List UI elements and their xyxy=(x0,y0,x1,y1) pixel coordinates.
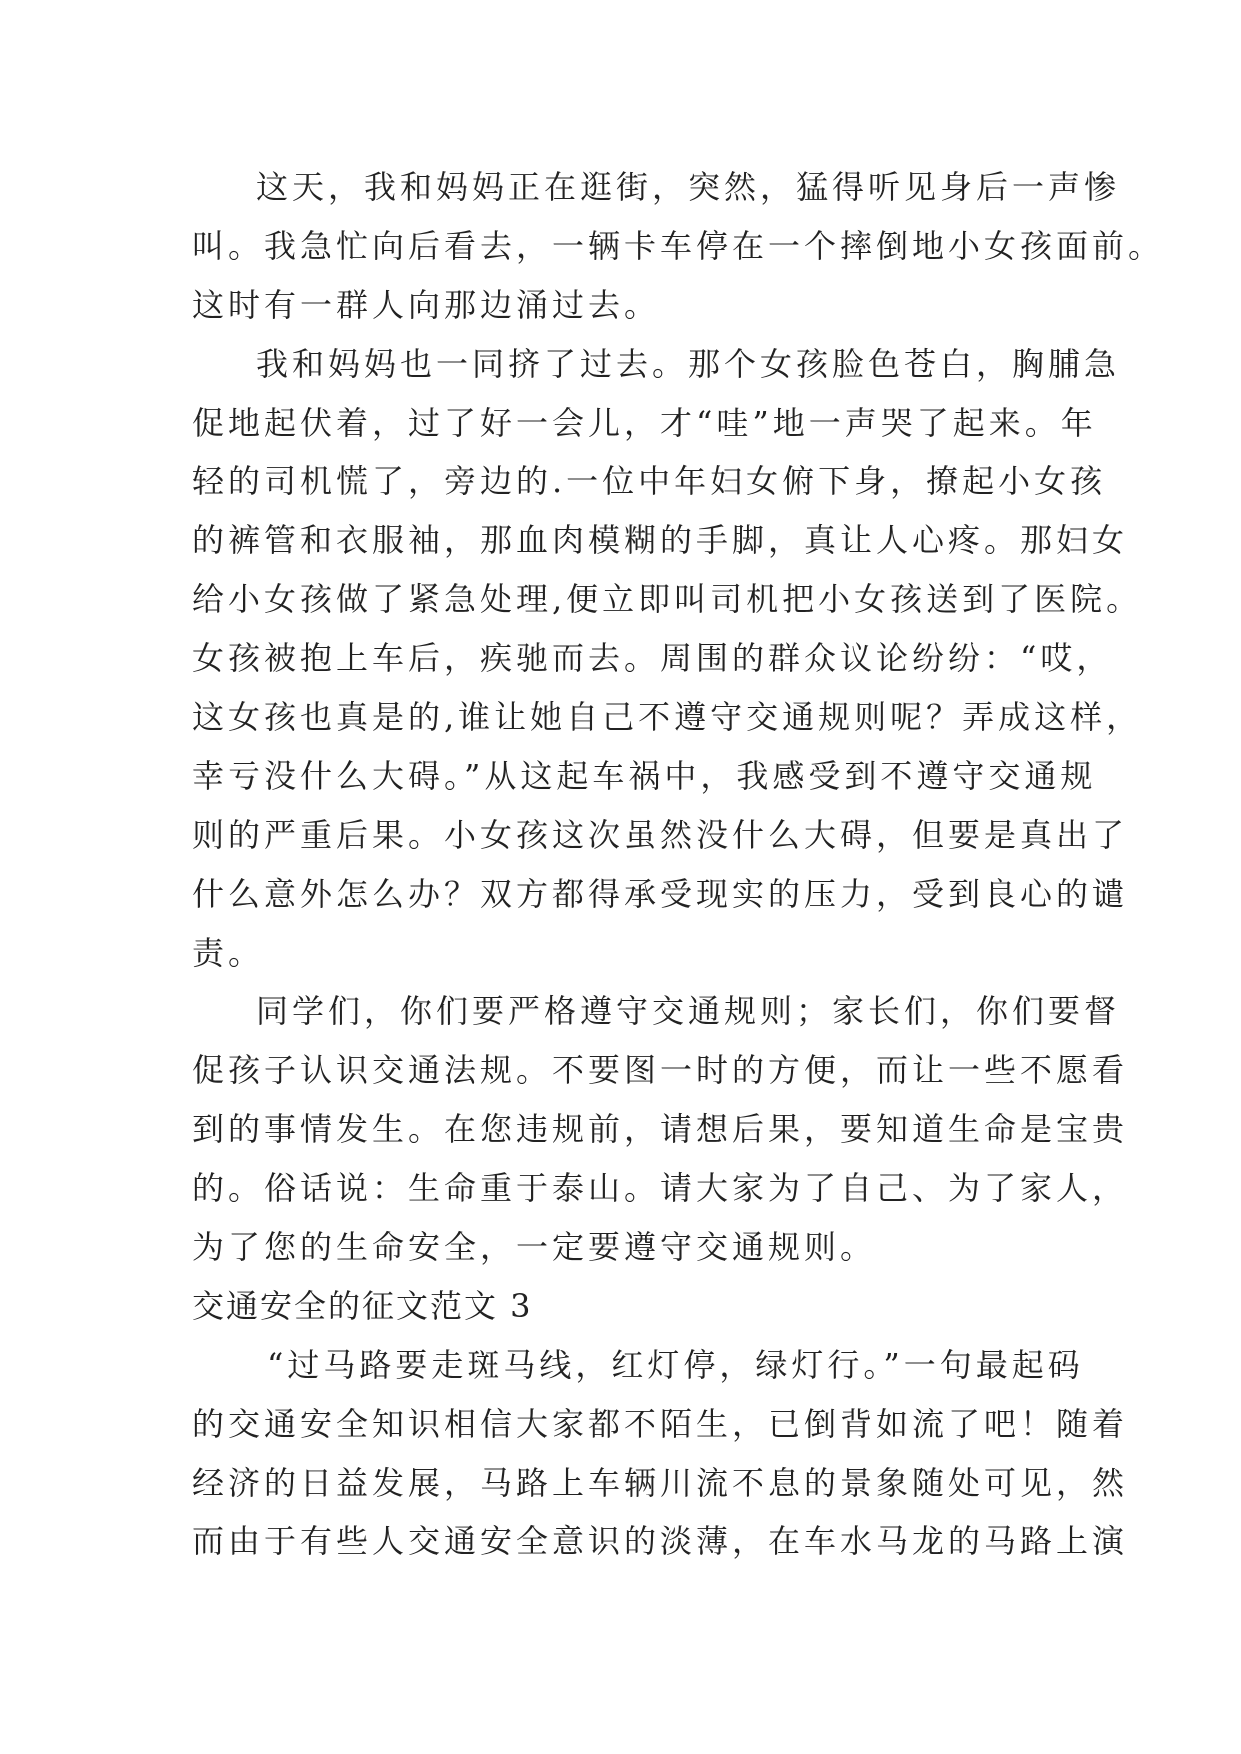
text-line: “过马路要走斑马线，红灯停，绿灯行。”一句最起码 xyxy=(267,1345,1084,1384)
text-line: 给小女孩做了紧急处理,便立即叫司机把小女孩送到了医院。 xyxy=(192,580,1143,619)
text-line: 这天，我和妈妈正在逛街，突然，猛得听见身后一声惨 xyxy=(256,168,1121,206)
text-line: 这时有一群人向那边涌过去。 xyxy=(192,285,661,324)
text-line: 什么意外怎么办？双方都得承受现实的压力，受到良心的谴 xyxy=(192,874,1129,913)
text-line: 则的严重后果。小女孩这次虽然没什么大碍，但要是真出了 xyxy=(192,815,1129,854)
text-line: 这女孩也真是的,谁让她自己不遵守交通规则呢？弄成这样， xyxy=(192,698,1143,737)
text-line: 轻的司机慌了，旁边的.一位中年妇女俯下身，撩起小女孩 xyxy=(192,462,1107,501)
document-body xyxy=(192,158,1165,1571)
text-line: 幸亏没什么大碍。”从这起车祸中，我感受到不遵守交通规 xyxy=(192,756,1097,795)
paragraph xyxy=(192,1336,1129,1572)
text-line: 促孩子认识交通法规。不要图一时的方便，而让一些不愿看 xyxy=(192,1051,1129,1090)
text-line: 的。俗话说：生命重于泰山。请大家为了自己、为了家人， xyxy=(192,1169,1129,1208)
text-line: 我和妈妈也一同挤了过去。那个女孩脸色苍白，胸脯急 xyxy=(256,344,1121,383)
text-line: 而由于有些人交通安全意识的淡薄，在车水马龙的马路上演 xyxy=(192,1522,1129,1561)
section-heading: 交通安全的征文范文 3 xyxy=(192,1286,533,1325)
text-line: 的裤管和衣服袖，那血肉模糊的手脚，真让人心疼。那妇女 xyxy=(192,521,1129,560)
text-line: 同学们，你们要严格遵守交通规则；家长们，你们要督 xyxy=(256,992,1121,1031)
text-line: 女孩被抱上车后，疾驰而去。周围的群众议论纷纷：“哎， xyxy=(192,639,1113,678)
text-line: 到的事情发生。在您违规前，请想后果，要知道生命是宝贵 xyxy=(192,1110,1129,1149)
text-line: 的交通安全知识相信大家都不陌生，已倒背如流了吧！随着 xyxy=(192,1404,1129,1443)
paragraph xyxy=(192,335,1143,983)
text-line: 责。 xyxy=(192,933,265,972)
text-line: 经济的日益发展，马路上车辆川流不息的景象随处可见，然 xyxy=(192,1463,1129,1502)
text-line: 促地起伏着，过了好一会儿，才“哇”地一声哭了起来。年 xyxy=(192,403,1097,442)
text-line: 叫。我急忙向后看去，一辆卡车停在一个摔倒地小女孩面前。 xyxy=(192,226,1165,265)
text-line: 为了您的生命安全，一定要遵守交通规则。 xyxy=(192,1228,877,1267)
paragraph xyxy=(192,158,1165,335)
paragraph xyxy=(192,982,1129,1276)
